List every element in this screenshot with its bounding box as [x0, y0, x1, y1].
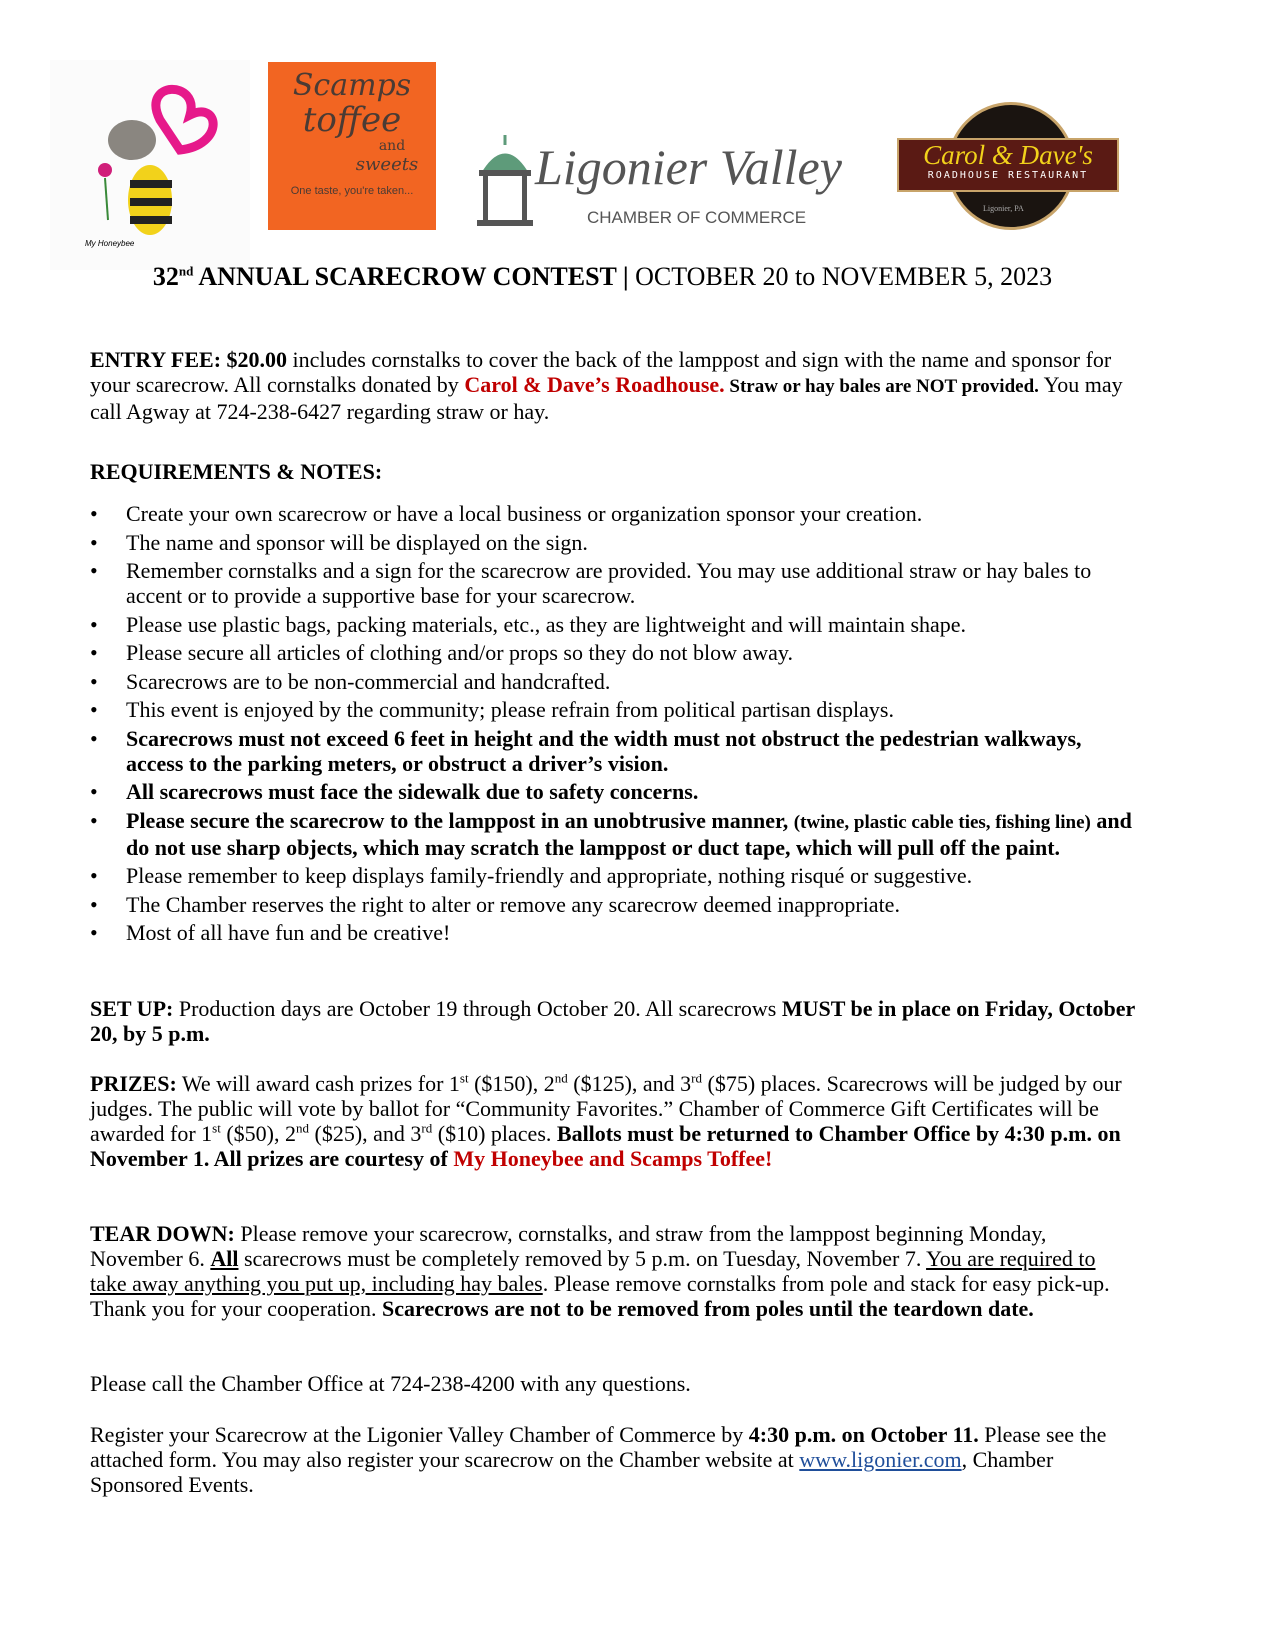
requirement-item [90, 558, 1135, 608]
text-segment: Please use plastic bags, packing materials, etc., as they are lightweight and will maintain shape. [126, 611, 967, 637]
text-segment: st [212, 1120, 221, 1136]
text-segment: The Chamber reserves the right to alter or remove any scarecrow deemed inappropriate. [126, 891, 900, 917]
scamps-toffee-logo: Scamps toffee and sweets One taste, you're taken... [268, 62, 436, 230]
text-segment: ($125), and 3 [567, 1071, 692, 1096]
text-segment: You are required to take away anything you put up, including hay bales [90, 1246, 1096, 1296]
requirement-item [90, 863, 1135, 888]
text-segment: rd [691, 1070, 703, 1086]
text-segment: ENTRY FEE: $20.00 [90, 347, 288, 372]
text-segment: MUST be in place on Friday, October 20, by 5 p.m. [90, 996, 1135, 1046]
text-segment: ($25), and 3 [309, 1121, 422, 1146]
bullet-icon: • [90, 529, 98, 555]
text-segment: st [459, 1070, 469, 1086]
text-segment: Please secure all articles of clothing and/or props so they do not blow away. [126, 640, 793, 665]
bullet-icon: • [90, 611, 98, 637]
text-segment: Most of all have fun and be creative! [126, 920, 451, 945]
bullet-icon: • [90, 668, 98, 694]
text-segment: SET UP: [90, 996, 174, 1021]
text-segment: Straw or hay bales are NOT provided. [724, 376, 1039, 397]
register-paragraph [90, 1422, 1135, 1497]
text-segment: OCTOBER 20 to NOVEMBER 5, 2023 [635, 262, 1053, 291]
svg-text:My Honeybee: My Honeybee [85, 239, 135, 248]
entry-fee-paragraph [90, 347, 1135, 424]
text-segment: and do not use sharp objects, which may scratch the lamppost or duct tape, which will pull off the paint. [126, 807, 1132, 860]
text-segment: You may call Agway at 724-238-6427 regarding straw or hay. [90, 372, 1123, 424]
website-link[interactable]: www.ligonier.com [799, 1447, 962, 1472]
text-segment: Register your Scarecrow at the Ligonier Valley Chamber of Commerce by [90, 1422, 749, 1447]
text-segment: Carol & Dave’s Roadhouse. [464, 372, 725, 397]
requirement-item [90, 669, 1135, 694]
text-segment: Ballots must be returned to Chamber Office by 4:30 p.m. on November 1. All prizes are courtesy of [90, 1121, 1121, 1171]
text-segment: Please remove your scarecrow, cornstalks, and straw from the lamppost beginning Monday, November 6. [90, 1221, 1047, 1271]
text-segment: nd [554, 1070, 568, 1086]
text-segment: Please see the attached form. You may also register your scarecrow on the Chamber website at [90, 1422, 1107, 1472]
text-segment: Scarecrows are to be non-commercial and handcrafted. [126, 668, 611, 694]
requirement-item [90, 808, 1135, 860]
text-segment: Please secure the scarecrow to the lamppost in an unobtrusive manner, [126, 807, 794, 833]
text-segment: This event is enjoyed by the community; please refrain from political partisan displays. [126, 697, 894, 722]
text-segment: Remember cornstalks and a sign for the scarecrow are provided. You may use additional straw or hay bales to accent or to provide a supportive base for your scarecrow. [126, 558, 1092, 608]
my-honeybee-logo [50, 60, 250, 270]
text-segment: includes cornstalks to cover the back of the lamppost and sign with the name and sponsor for your scarecrow. All cornstalks donated by [90, 347, 1112, 397]
requirement-item [90, 640, 1135, 665]
requirement-item [90, 612, 1135, 637]
text-segment: scarecrows must be completely removed by 5 p.m. on Tuesday, November 7. [238, 1246, 927, 1271]
bullet-icon: • [90, 779, 98, 804]
bullet-icon: • [90, 558, 98, 583]
page-title [0, 262, 1205, 292]
bullet-icon: • [90, 697, 98, 722]
text-segment: PRIZES: [90, 1071, 177, 1096]
bullet-icon: • [90, 640, 98, 665]
bullet-icon: • [90, 863, 98, 888]
text-segment: All scarecrows must face the sidewalk due to safety concerns. [126, 779, 699, 804]
text-segment: (twine, plastic cable ties, fishing line) [793, 811, 1091, 833]
text-segment: ($50), 2 [220, 1121, 296, 1146]
requirements-heading: REQUIREMENTS & NOTES: [90, 459, 383, 484]
setup-paragraph [90, 996, 1135, 1046]
text-segment: rd [421, 1120, 433, 1136]
bullet-icon: • [90, 501, 98, 526]
text-segment: Please remember to keep displays family-friendly and appropriate, nothing risqué or suggestive. [126, 863, 973, 888]
requirements-list [90, 501, 1135, 949]
bullet-icon: • [90, 891, 98, 917]
carol-and-daves-logo: Carol & Dave's ROADHOUSE RESTAURANT Ligonier, PA [895, 100, 1120, 225]
requirement-item [90, 501, 1135, 526]
contact-paragraph [90, 1371, 1135, 1396]
requirement-item [90, 920, 1135, 945]
requirement-item [90, 892, 1135, 917]
text-segment: Scarecrows must not exceed 6 feet in height and the width must not obstruct the pedestrian walkways, access to the parking meters, or obstruct a driver’s vision. [126, 725, 1082, 776]
text-segment: , Chamber Sponsored Events. [90, 1447, 1054, 1497]
bullet-icon: • [90, 725, 98, 751]
text-segment: Create your own scarecrow or have a local business or organization sponsor your creation. [126, 501, 923, 526]
text-segment: 4:30 p.m. on October 11. [748, 1422, 979, 1447]
text-segment: All [210, 1246, 239, 1271]
text-segment: Please call the Chamber Office at 724-238-4200 with any questions. [90, 1371, 691, 1396]
text-segment: My Honeybee and Scamps Toffee! [453, 1146, 773, 1171]
text-segment: ($10) places. [432, 1121, 557, 1146]
text-segment: 32 [152, 262, 179, 291]
prizes-paragraph [90, 1071, 1135, 1171]
text-segment: Production days are October 19 through October 20. All scarecrows [173, 996, 782, 1021]
text-segment: We will award cash prizes for 1 [176, 1071, 460, 1096]
text-segment: The name and sponsor will be displayed on the sign. [126, 529, 588, 555]
text-segment: . Please remove cornstalks from pole and stack for easy pick-up. Thank you for your cooperation. [90, 1271, 1110, 1321]
requirement-item [90, 697, 1135, 722]
bullet-icon: • [90, 920, 98, 945]
text-segment: TEAR DOWN: [90, 1221, 235, 1246]
text-segment: ($150), 2 [468, 1071, 555, 1096]
text-segment: nd [178, 263, 194, 279]
teardown-paragraph [90, 1221, 1135, 1321]
bullet-icon: • [90, 807, 98, 833]
text-segment: nd [296, 1120, 309, 1136]
text-segment: ANNUAL SCARECROW CONTEST | [193, 262, 636, 291]
ligonier-valley-chamber-logo: Ligonier Valley CHAMBER OF COMMERCE [475, 130, 855, 235]
requirement-item [90, 726, 1135, 776]
text-segment: ($75) places. Scarecrows will be judged by our judges. The public will vote by ballot for “Community Favorites.” Chamber of Commerce Gift Certificates will be awarded for 1 [90, 1071, 1122, 1146]
requirement-item [90, 779, 1135, 804]
requirement-item [90, 530, 1135, 555]
text-segment: Scarecrows are not to be removed from poles until the teardown date. [382, 1296, 1034, 1321]
